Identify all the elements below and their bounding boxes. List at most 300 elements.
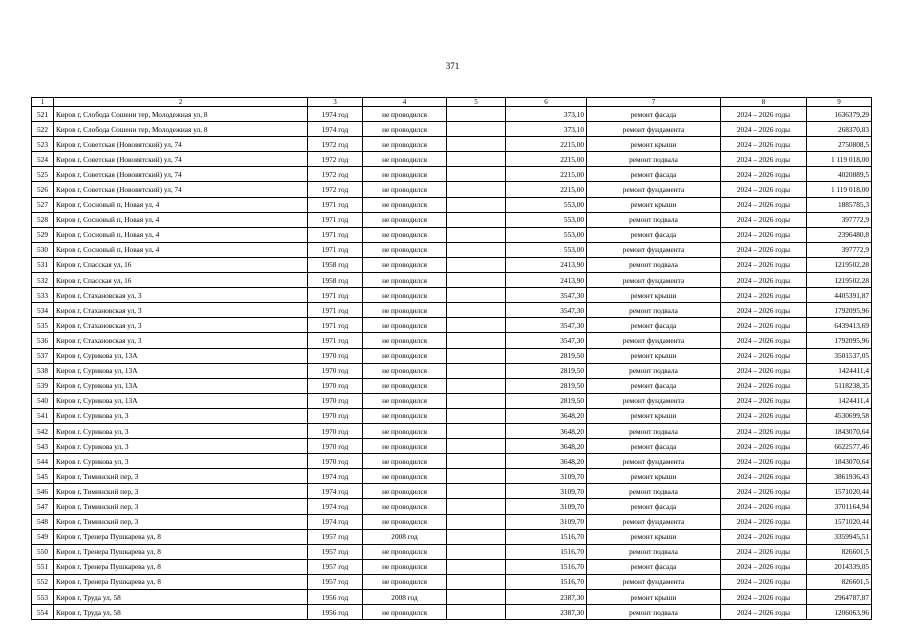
page-number: 371 [445,61,460,71]
column-header-8: 8 [721,98,807,107]
column-5-cell [447,363,506,378]
construction-year-cell: 1970 год [308,393,363,408]
row-number-cell: 546 [32,484,54,499]
period-cell: 2024 – 2026 годы [721,288,807,303]
cost-cell: 6622577,46 [807,439,872,454]
row-number-cell: 534 [32,303,54,318]
table-row [32,288,872,303]
last-repair-year-cell: не проводился [363,499,447,514]
work-type-cell: ремонт крыши [587,469,721,484]
address-cell: Киров г, Труда ул, 58 [54,590,308,605]
work-type-cell: ремонт фундамента [587,514,721,529]
work-type-cell: ремонт фундамента [587,333,721,348]
table-row [32,122,872,137]
period-cell: 2024 – 2026 годы [721,469,807,484]
construction-year-cell: 1970 год [308,378,363,393]
construction-year-cell: 1974 год [308,469,363,484]
period-cell: 2024 – 2026 годы [721,393,807,408]
row-number-cell: 550 [32,544,54,559]
table-row [32,257,872,272]
table-row [32,544,872,559]
address-cell: Киров г, Стахановская ул, 3 [54,303,308,318]
cost-cell: 1424411,4 [807,363,872,378]
period-cell: 2024 – 2026 годы [721,318,807,333]
cost-cell: 1843070,64 [807,454,872,469]
last-repair-year-cell: не проводился [363,152,447,167]
period-cell: 2024 – 2026 годы [721,273,807,288]
column-header-6: 6 [506,98,587,107]
construction-year-cell: 1972 год [308,137,363,152]
row-number-cell: 536 [32,333,54,348]
period-cell: 2024 – 2026 годы [721,363,807,378]
column-header-7: 7 [587,98,721,107]
period-cell: 2024 – 2026 годы [721,544,807,559]
table-row [32,484,872,499]
period-cell: 2024 – 2026 годы [721,152,807,167]
row-number-cell: 539 [32,378,54,393]
row-number-cell: 549 [32,529,54,544]
cost-cell: 6439413,69 [807,318,872,333]
work-type-cell: ремонт фундамента [587,122,721,137]
cost-cell: 3501537,05 [807,348,872,363]
work-type-cell: ремонт фундамента [587,182,721,197]
table-row [32,152,872,167]
last-repair-year-cell: 2008 год [363,529,447,544]
area-cell: 2215,00 [506,167,587,182]
work-type-cell: ремонт подвала [587,423,721,438]
cost-cell: 2396480,8 [807,227,872,242]
row-number-cell: 533 [32,288,54,303]
column-5-cell [447,574,506,589]
period-cell: 2024 – 2026 годы [721,484,807,499]
column-5-cell [447,212,506,227]
area-cell: 3547,30 [506,333,587,348]
construction-year-cell: 1971 год [308,318,363,333]
column-5-cell [447,242,506,257]
row-number-cell: 529 [32,227,54,242]
column-header-3: 3 [308,98,363,107]
period-cell: 2024 – 2026 годы [721,122,807,137]
cost-cell: 1 119 018,00 [807,182,872,197]
address-cell: Киров г, Сурикова ул, 13А [54,363,308,378]
column-5-cell [447,544,506,559]
cost-cell: 1571020,44 [807,514,872,529]
address-cell: Киров г, Стахановская ул, 3 [54,333,308,348]
table-row [32,242,872,257]
column-5-cell [447,393,506,408]
cost-cell: 2964787,87 [807,590,872,605]
cost-cell: 826601,5 [807,574,872,589]
cost-cell: 4020889,5 [807,167,872,182]
period-cell: 2024 – 2026 годы [721,212,807,227]
column-5-cell [447,423,506,438]
last-repair-year-cell: не проводился [363,242,447,257]
column-5-cell [447,514,506,529]
row-number-cell: 535 [32,318,54,333]
last-repair-year-cell: не проводился [363,574,447,589]
work-type-cell: ремонт фасада [587,318,721,333]
period-cell: 2024 – 2026 годы [721,182,807,197]
work-type-cell: ремонт фундамента [587,393,721,408]
period-cell: 2024 – 2026 годы [721,137,807,152]
last-repair-year-cell: не проводился [363,227,447,242]
cost-cell: 1636379,29 [807,107,872,122]
row-number-cell: 523 [32,137,54,152]
last-repair-year-cell: не проводился [363,212,447,227]
column-5-cell [447,333,506,348]
last-repair-year-cell: не проводился [363,333,447,348]
work-type-cell: ремонт крыши [587,288,721,303]
construction-year-cell: 1956 год [308,605,363,620]
work-type-cell: ремонт крыши [587,348,721,363]
cost-cell: 2750808,5 [807,137,872,152]
column-5-cell [447,454,506,469]
period-cell: 2024 – 2026 годы [721,529,807,544]
cost-cell: 4405391,87 [807,288,872,303]
column-5-cell [447,590,506,605]
construction-year-cell: 1971 год [308,333,363,348]
row-number-cell: 544 [32,454,54,469]
area-cell: 3547,30 [506,303,587,318]
area-cell: 3109,70 [506,514,587,529]
table-row [32,227,872,242]
cost-cell: 1571020,44 [807,484,872,499]
area-cell: 373,10 [506,122,587,137]
last-repair-year-cell: не проводился [363,363,447,378]
address-cell: Киров г, Тиминский пер, 3 [54,484,308,499]
construction-year-cell: 1971 год [308,303,363,318]
address-cell: Киров г, Советская (Нововятский) ул, 74 [54,167,308,182]
table-row [32,574,872,589]
period-cell: 2024 – 2026 годы [721,590,807,605]
construction-year-cell: 1957 год [308,574,363,589]
area-cell: 3109,70 [506,484,587,499]
address-cell: Киров г, Тиминский пер, 3 [54,469,308,484]
period-cell: 2024 – 2026 годы [721,107,807,122]
row-number-cell: 524 [32,152,54,167]
row-number-cell: 527 [32,197,54,212]
row-number-cell: 528 [32,212,54,227]
period-cell: 2024 – 2026 годы [721,257,807,272]
address-cell: Киров г, Советская (Нововятский) ул, 74 [54,137,308,152]
area-cell: 3547,30 [506,318,587,333]
row-number-cell: 552 [32,574,54,589]
table-row [32,514,872,529]
row-number-cell: 522 [32,122,54,137]
address-cell: Киров г, Сурикова ул, 13А [54,378,308,393]
last-repair-year-cell: не проводился [363,303,447,318]
address-cell: Киров г, Тренера Пушкарева ул, 8 [54,574,308,589]
period-cell: 2024 – 2026 годы [721,333,807,348]
row-number-cell: 537 [32,348,54,363]
area-cell: 2215,00 [506,182,587,197]
table-row [32,605,872,620]
area-cell: 3648,20 [506,423,587,438]
column-5-cell [447,197,506,212]
address-cell: Киров г, Сосновый п, Новая ул, 4 [54,212,308,227]
table-row [32,378,872,393]
address-cell: Киров г, Спасская ул, 16 [54,273,308,288]
address-cell: Киров г, Тренера Пушкарева ул, 8 [54,544,308,559]
column-5-cell [447,348,506,363]
address-cell: Киров г. Сурикова ул, 3 [54,454,308,469]
last-repair-year-cell: не проводился [363,393,447,408]
cost-cell: 3359945,51 [807,529,872,544]
construction-year-cell: 1970 год [308,454,363,469]
row-number-cell: 554 [32,605,54,620]
work-type-cell: ремонт крыши [587,529,721,544]
area-cell: 1516,70 [506,529,587,544]
row-number-cell: 547 [32,499,54,514]
construction-year-cell: 1956 год [308,590,363,605]
table-row [32,197,872,212]
last-repair-year-cell: не проводился [363,469,447,484]
construction-year-cell: 1974 год [308,499,363,514]
address-cell: Киров г, Советская (Нововятский) ул, 74 [54,182,308,197]
last-repair-year-cell: не проводился [363,454,447,469]
address-cell: Киров г, Спасская ул, 16 [54,257,308,272]
address-cell: Киров г, Тиминский пер, 3 [54,514,308,529]
construction-year-cell: 1958 год [308,257,363,272]
construction-year-cell: 1974 год [308,122,363,137]
construction-year-cell: 1974 год [308,514,363,529]
cost-cell: 826601,5 [807,544,872,559]
work-type-cell: ремонт фасада [587,559,721,574]
construction-year-cell: 1972 год [308,152,363,167]
row-number-cell: 551 [32,559,54,574]
table-row [32,590,872,605]
area-cell: 3109,70 [506,499,587,514]
work-type-cell: ремонт крыши [587,137,721,152]
table-body [32,107,872,620]
column-5-cell [447,378,506,393]
period-cell: 2024 – 2026 годы [721,439,807,454]
period-cell: 2024 – 2026 годы [721,242,807,257]
address-cell: Киров г, Тиминский пер, 3 [54,499,308,514]
last-repair-year-cell: не проводился [363,273,447,288]
column-5-cell [447,257,506,272]
row-number-cell: 531 [32,257,54,272]
work-type-cell: ремонт фасада [587,378,721,393]
area-cell: 2413,90 [506,273,587,288]
table-row [32,559,872,574]
last-repair-year-cell: не проводился [363,348,447,363]
cost-cell: 1843070,64 [807,423,872,438]
cost-cell: 1424411,4 [807,393,872,408]
last-repair-year-cell: не проводился [363,544,447,559]
area-cell: 3648,20 [506,439,587,454]
last-repair-year-cell: не проводился [363,605,447,620]
column-5-cell [447,439,506,454]
work-type-cell: ремонт фундамента [587,242,721,257]
cost-cell: 3861936,43 [807,469,872,484]
row-number-cell: 542 [32,423,54,438]
last-repair-year-cell: не проводился [363,167,447,182]
row-number-cell: 530 [32,242,54,257]
column-5-cell [447,288,506,303]
last-repair-year-cell: не проводился [363,408,447,423]
area-cell: 3648,20 [506,408,587,423]
address-cell: Киров г, Тренера Пушкарева ул, 8 [54,559,308,574]
address-cell: Киров г, Тренера Пушкарева ул, 8 [54,529,308,544]
period-cell: 2024 – 2026 годы [721,605,807,620]
area-cell: 1516,70 [506,559,587,574]
column-header-9: 9 [807,98,872,107]
table-row [32,182,872,197]
row-number-cell: 526 [32,182,54,197]
column-header-4: 4 [363,98,447,107]
area-cell: 2215,00 [506,137,587,152]
address-cell: Киров г, Слобода Сошени тер, Молодежная ул, 8 [54,122,308,137]
column-5-cell [447,529,506,544]
row-number-cell: 538 [32,363,54,378]
cost-cell: 1219502,28 [807,273,872,288]
address-cell: Киров г, Слобода Сошени тер, Молодежная ул, 8 [54,107,308,122]
table-row [32,318,872,333]
column-5-cell [447,122,506,137]
column-5-cell [447,303,506,318]
area-cell: 2387,30 [506,590,587,605]
column-5-cell [447,137,506,152]
row-number-cell: 525 [32,167,54,182]
table-row [32,363,872,378]
cost-cell: 397772,9 [807,212,872,227]
construction-year-cell: 1971 год [308,227,363,242]
work-type-cell: ремонт подвала [587,605,721,620]
work-type-cell: ремонт подвала [587,257,721,272]
construction-year-cell: 1970 год [308,348,363,363]
work-type-cell: ремонт фасада [587,107,721,122]
column-5-cell [447,273,506,288]
table-row [32,333,872,348]
column-5-cell [447,318,506,333]
construction-year-cell: 1957 год [308,544,363,559]
address-cell: Киров г, Сосновый п, Новая ул, 4 [54,197,308,212]
cost-cell: 4530699,58 [807,408,872,423]
work-type-cell: ремонт фасада [587,167,721,182]
column-5-cell [447,152,506,167]
address-cell: Киров г, Сосновый п, Новая ул, 4 [54,227,308,242]
row-number-cell: 548 [32,514,54,529]
area-cell: 553,00 [506,242,587,257]
area-cell: 2819,50 [506,363,587,378]
period-cell: 2024 – 2026 годы [721,227,807,242]
table-row [32,439,872,454]
table-row [32,303,872,318]
row-number-cell: 553 [32,590,54,605]
last-repair-year-cell: не проводился [363,559,447,574]
work-type-cell: ремонт фундамента [587,574,721,589]
table-row [32,167,872,182]
column-5-cell [447,499,506,514]
row-number-cell: 545 [32,469,54,484]
address-cell: Киров г. Сурикова ул, 3 [54,423,308,438]
cost-cell: 5118238,35 [807,378,872,393]
work-type-cell: ремонт крыши [587,197,721,212]
construction-year-cell: 1958 год [308,273,363,288]
area-cell: 1516,70 [506,574,587,589]
construction-year-cell: 1974 год [308,107,363,122]
table-row [32,212,872,227]
cost-cell: 397772,9 [807,242,872,257]
last-repair-year-cell: не проводился [363,107,447,122]
area-cell: 2819,50 [506,393,587,408]
column-5-cell [447,605,506,620]
address-cell: Киров г. Сурикова ул, 3 [54,408,308,423]
address-cell: Киров г, Сурикова ул, 13А [54,348,308,363]
area-cell: 553,00 [506,197,587,212]
cost-cell: 1792095,96 [807,303,872,318]
header-row [32,98,872,107]
column-5-cell [447,469,506,484]
table-row [32,273,872,288]
period-cell: 2024 – 2026 годы [721,378,807,393]
cost-cell: 1885785,3 [807,197,872,212]
area-cell: 2387,30 [506,605,587,620]
cost-cell: 3701164,94 [807,499,872,514]
work-type-cell: ремонт подвала [587,544,721,559]
address-cell: Киров г, Стахановская ул, 3 [54,318,308,333]
area-cell: 553,00 [506,227,587,242]
address-cell: Киров г, Стахановская ул, 3 [54,288,308,303]
cost-cell: 1206063,96 [807,605,872,620]
work-type-cell: ремонт подвала [587,212,721,227]
column-5-cell [447,182,506,197]
construction-year-cell: 1957 год [308,559,363,574]
column-5-cell [447,227,506,242]
work-type-cell: ремонт подвала [587,152,721,167]
work-type-cell: ремонт фасада [587,439,721,454]
work-type-cell: ремонт фундамента [587,273,721,288]
last-repair-year-cell: не проводился [363,182,447,197]
column-5-cell [447,167,506,182]
work-type-cell: ремонт подвала [587,303,721,318]
last-repair-year-cell: не проводился [363,257,447,272]
area-cell: 3648,20 [506,454,587,469]
table-row [32,137,872,152]
construction-year-cell: 1971 год [308,288,363,303]
address-cell: Киров г, Сурикова ул, 13А [54,393,308,408]
table-row [32,408,872,423]
last-repair-year-cell: не проводился [363,137,447,152]
construction-year-cell: 1972 год [308,182,363,197]
work-type-cell: ремонт подвала [587,484,721,499]
last-repair-year-cell: не проводился [363,122,447,137]
period-cell: 2024 – 2026 годы [721,559,807,574]
construction-year-cell: 1972 год [308,167,363,182]
table-row [32,499,872,514]
row-number-cell: 540 [32,393,54,408]
last-repair-year-cell: не проводился [363,288,447,303]
table-row [32,469,872,484]
table-row [32,454,872,469]
period-cell: 2024 – 2026 годы [721,423,807,438]
area-cell: 2819,50 [506,348,587,363]
period-cell: 2024 – 2026 годы [721,514,807,529]
cost-cell: 1792095,96 [807,333,872,348]
cost-cell: 1219502,28 [807,257,872,272]
cost-cell: 2014339,05 [807,559,872,574]
period-cell: 2024 – 2026 годы [721,348,807,363]
work-type-cell: ремонт подвала [587,363,721,378]
address-cell: Киров г, Советская (Нововятский) ул, 74 [54,152,308,167]
table-row [32,423,872,438]
construction-year-cell: 1971 год [308,212,363,227]
table-row [32,393,872,408]
row-number-cell: 521 [32,107,54,122]
work-type-cell: ремонт фасада [587,227,721,242]
work-type-cell: ремонт фундамента [587,454,721,469]
